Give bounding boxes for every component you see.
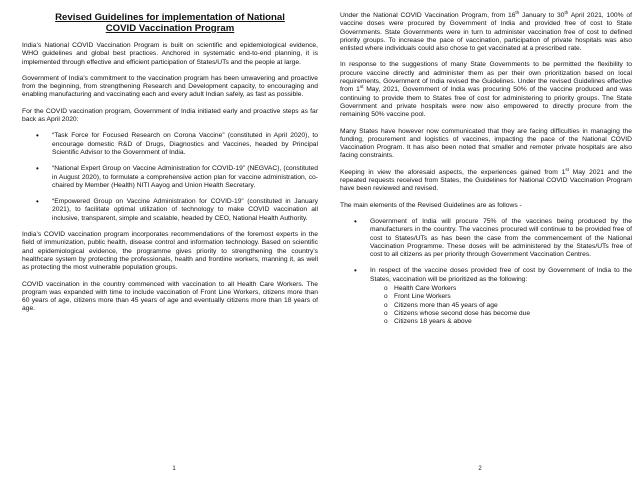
ordinal-suffix: st bbox=[359, 84, 364, 90]
list-item bbox=[354, 267, 632, 326]
text-run: May, 2021, Government of India was procuring 50% of the vaccine produced and was continuing to provide them to States free of cost for administering to priority groups. The State Government and private hospitals were now also empowered to directly procure from the remaining 50% vaccine pool. bbox=[340, 86, 632, 119]
text-run: Keeping in view the aforesaid aspects, the experiences gained from 1 bbox=[340, 168, 566, 176]
paragraph bbox=[340, 61, 632, 119]
sub-list bbox=[384, 285, 632, 326]
list-item: • “National Expert Group on Vaccine Administration for COVID-19” (NEGVAC), (constituted in August 2020), to formulate a comprehensive action plan for vaccine administration, co-chaired by Member (Health) NITI Aayog and Union Health Secretary. bbox=[36, 165, 318, 190]
sub-list-item: o Health Care Workers bbox=[384, 285, 632, 293]
page-1 bbox=[22, 0, 318, 480]
page-number: 2 bbox=[478, 466, 482, 472]
list-item: • “Task Force for Focused Research on Corona Vaccine” (constituted in April 2020), to encourage domestic R&D of Drugs, Diagnostics and Vaccines, headed by Principal Scientific Advisor to the Government of India. bbox=[36, 132, 318, 157]
text-run: May 2021 and the repeated requests received from States, the Guidelines for National COVID Vaccination Program have been reviewed and revised. bbox=[340, 168, 632, 193]
document-title bbox=[22, 12, 318, 34]
list-item: • Government of India will procure 75% of the vaccines being produced by the manufacturers in the country. The vaccines procured will continue to be provided free of cost to States/UTs as has been the case from the commencement of the National Vaccination Programme. These doses will be administered by the States/UTs free of cost to all citizens as per priority through Government Vaccination Centres. bbox=[354, 218, 632, 259]
paragraph: Government of India’s commitment to the vaccination program has been unwavering and proactive from the beginning, from strengthening Research and Development capacity, to encouraging and enabling manufacturing and vaccinating each and every adult Indian safely, as fast as possible. bbox=[22, 74, 318, 99]
sub-list-item: o Citizens 18 years & above bbox=[384, 318, 632, 326]
text-run: In response to the suggestions of many State Governments to be permitted the flexibility to procure vaccine directly and administer them as per their own prioritization based on local requirements, Government of India revised the Guidelines. Under the revised Guidelines effective from 1 bbox=[340, 61, 632, 94]
paragraph: Many States have however now communicated that they are facing difficulties in managing the funding, procurement and logistics of vaccines, impacting the pace of the National COVID Vaccination Program. It has also been noted that smaller and remoter private hospitals are also facing constraints. bbox=[340, 127, 632, 160]
page-2 bbox=[340, 0, 632, 480]
paragraph: The main elements of the Revised Guidelines are as follows - bbox=[340, 201, 522, 209]
paragraph bbox=[340, 166, 632, 194]
paragraph: COVID vaccination in the country commenced with vaccination to all Health Care Workers. The program was expanded with time to include vaccination of Front Line Workers, citizens more than 60 years of age, citizens more than 45 years of age and eventually citizens more than 18 years of age. bbox=[22, 280, 318, 313]
ordinal-suffix: st bbox=[565, 166, 569, 172]
list-item-text: In respect of the vaccine doses provided free of cost by Government of India to the States, vaccination will be prioritized as the following: bbox=[370, 267, 632, 283]
text-run: April 2021, 100% of vaccine doses were procured by Government of India and provided free of cost to State Governments. State Governments were in turn to administer vaccination free of cost to defined priority groups. To increase the pace of vaccination, participation of private hospitals was also enlisted where individuals could also chose to get vaccinated at a prescribed rate. bbox=[340, 12, 632, 53]
sub-list-item: o Citizens whose second dose has become due bbox=[384, 310, 632, 318]
paragraph: India’s COVID vaccination program incorporates recommendations of the foremost experts in the field of immunization, public health, disease control and information technology. Based on scientific and epidemiological evidence, the programme gives priority to strengthening the country’s healthcare system by protecting the professionals, health and frontline workers, manning it, as well as protecting the most vulnerable population groups. bbox=[22, 231, 318, 272]
sub-list-item: o Citizens more than 45 years of age bbox=[384, 302, 632, 310]
page-number: 1 bbox=[172, 466, 176, 472]
ordinal-suffix: th bbox=[564, 9, 569, 15]
sub-list-item: o Front Line Workers bbox=[384, 293, 632, 301]
bullet-list bbox=[36, 132, 318, 223]
list-item: • “Empowered Group on Vaccine Administration for COVID-19” (constituted in January 2021), to facilitate optimal utilization of technology to make COVID vaccination all inclusive, transparent, simple and scalable, headed by CEO, National Health Authority. bbox=[36, 198, 318, 223]
text-run: Under the National COVID Vaccination Program, from 16 bbox=[340, 12, 516, 19]
ordinal-suffix: th bbox=[515, 9, 520, 15]
paragraph: India’s National COVID Vaccination Program is built on scientific and epidemiological evidence, WHO guidelines and global best practices. Anchored in systematic end-to-end planning, it is implemented through effective and efficient participation of States/UTs and the people at large. bbox=[22, 42, 318, 66]
text-run: January to 30 bbox=[519, 12, 565, 19]
title-line-1: Revised Guidelines for implementation of National bbox=[55, 12, 285, 23]
bullet-list bbox=[354, 218, 632, 327]
title-line-2: COVID Vaccination Program bbox=[105, 23, 235, 34]
paragraph bbox=[340, 9, 632, 53]
paragraph: For the COVID vaccination program, Government of India initiated early and proactive steps as far back as April 2020: bbox=[22, 107, 318, 124]
